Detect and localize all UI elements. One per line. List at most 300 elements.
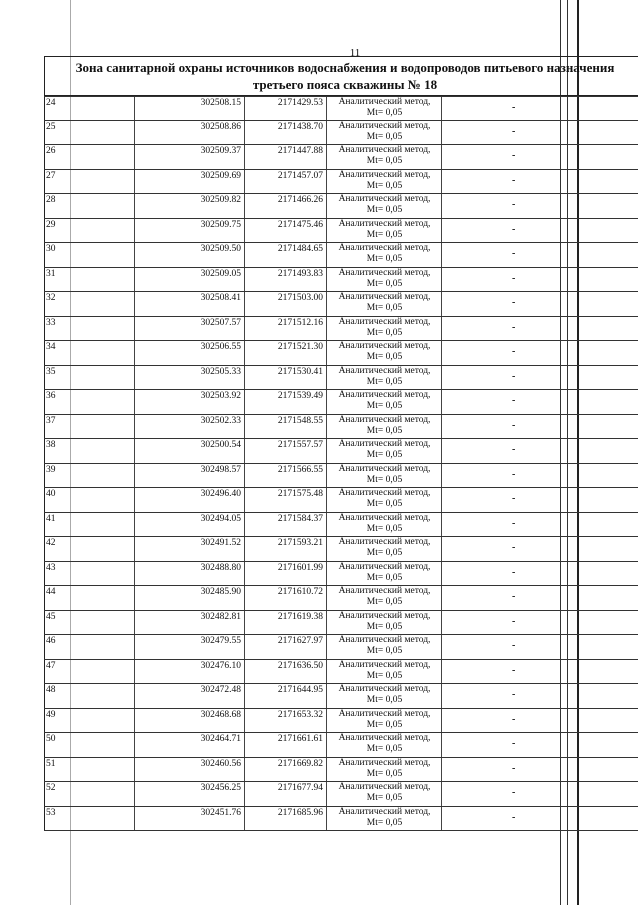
value: - xyxy=(512,199,516,210)
value-cell xyxy=(441,292,639,316)
method-cell xyxy=(326,317,442,341)
y-coordinate: 2171530.41 xyxy=(277,366,323,377)
x-coordinate: 302509.82 xyxy=(200,195,241,205)
x-coordinate-cell xyxy=(134,292,245,316)
point-number-cell xyxy=(44,317,136,341)
value: - xyxy=(512,615,516,627)
method-cell xyxy=(326,807,442,831)
x-coordinate: 302476.10 xyxy=(200,660,241,671)
x-coordinate: 302496.40 xyxy=(200,489,241,499)
method-cell xyxy=(326,243,442,267)
point-number-cell xyxy=(44,488,136,512)
point-number: 45 xyxy=(46,611,56,622)
table-row xyxy=(44,562,638,587)
table-row xyxy=(44,194,638,219)
x-coordinate-cell xyxy=(134,562,245,586)
method-cell xyxy=(326,194,442,218)
method-accuracy: Mt= 0,05 xyxy=(366,327,403,338)
method-name: Аналитический метод, xyxy=(338,782,431,792)
x-coordinate: 302488.80 xyxy=(200,562,241,573)
point-number: 38 xyxy=(46,440,56,450)
method-accuracy: Mt= 0,05 xyxy=(366,131,403,142)
point-number: 25 xyxy=(46,121,56,132)
method-cell xyxy=(326,586,442,610)
coordinates-table xyxy=(44,96,638,831)
point-number: 46 xyxy=(46,636,56,646)
method-accuracy: Mt= 0,05 xyxy=(366,523,403,534)
y-coordinate: 2171566.55 xyxy=(277,464,323,475)
y-coordinate-cell xyxy=(244,97,327,120)
table-row xyxy=(44,170,638,195)
x-coordinate-cell xyxy=(134,341,245,365)
point-number-cell xyxy=(44,586,136,610)
x-coordinate: 302509.69 xyxy=(200,170,241,181)
table-row xyxy=(44,464,638,489)
point-number: 33 xyxy=(46,317,56,328)
table-row xyxy=(44,684,638,709)
method-cell xyxy=(326,660,442,684)
method-cell xyxy=(326,390,442,414)
table-row xyxy=(44,292,638,317)
point-number: 24 xyxy=(46,98,56,108)
point-number-cell xyxy=(44,97,136,120)
value-cell xyxy=(441,660,639,684)
value-cell xyxy=(441,635,639,659)
x-coordinate: 302507.57 xyxy=(200,317,241,328)
x-coordinate: 302508.41 xyxy=(200,293,241,303)
method-accuracy: Mt= 0,05 xyxy=(366,474,403,485)
y-coordinate: 2171584.37 xyxy=(277,513,323,524)
y-coordinate: 2171653.32 xyxy=(277,709,323,720)
point-number-cell xyxy=(44,145,136,169)
point-number-cell xyxy=(44,537,136,561)
x-coordinate: 302464.71 xyxy=(200,734,241,744)
value: - xyxy=(512,640,516,651)
method-accuracy: Mt= 0,05 xyxy=(366,401,403,411)
table-row xyxy=(44,268,638,293)
method-cell xyxy=(326,415,442,439)
method-accuracy: Mt= 0,05 xyxy=(366,376,403,387)
x-coordinate: 302509.37 xyxy=(200,146,241,156)
method-accuracy: Mt= 0,05 xyxy=(366,670,403,681)
value-cell xyxy=(441,464,639,488)
table-row xyxy=(44,366,638,391)
method-name: Аналитический метод, xyxy=(338,414,431,425)
method-accuracy: Mt= 0,05 xyxy=(366,744,403,754)
x-coordinate: 302509.05 xyxy=(200,268,241,279)
y-coordinate-cell xyxy=(244,660,327,684)
y-coordinate: 2171457.07 xyxy=(277,170,323,181)
value-cell xyxy=(441,562,639,586)
table-row xyxy=(44,219,638,244)
x-coordinate: 302503.92 xyxy=(200,391,241,401)
table-row xyxy=(44,660,638,685)
value-cell xyxy=(441,611,639,635)
table-row xyxy=(44,635,638,660)
value-cell xyxy=(441,219,639,243)
x-coordinate: 302494.05 xyxy=(200,513,241,524)
point-number-cell xyxy=(44,194,136,218)
point-number: 36 xyxy=(46,391,56,401)
value: - xyxy=(512,174,516,186)
method-cell xyxy=(326,537,442,561)
value-cell xyxy=(441,366,639,390)
table-row xyxy=(44,488,638,513)
y-coordinate-cell xyxy=(244,145,327,169)
method-accuracy: Mt= 0,05 xyxy=(366,719,403,730)
method-name: Аналитический метод, xyxy=(338,97,431,107)
table-row xyxy=(44,439,638,464)
x-coordinate-cell xyxy=(134,366,245,390)
value: - xyxy=(512,542,516,553)
point-number: 52 xyxy=(46,783,56,793)
table-row xyxy=(44,96,638,121)
method-cell xyxy=(326,366,442,390)
method-accuracy: Mt= 0,05 xyxy=(366,499,403,509)
point-number: 37 xyxy=(46,415,56,426)
y-coordinate-cell xyxy=(244,562,327,586)
method-name: Аналитический метод, xyxy=(338,806,431,817)
point-number-cell xyxy=(44,782,136,806)
value: - xyxy=(512,150,516,161)
value: - xyxy=(512,689,516,700)
point-number: 48 xyxy=(46,685,56,695)
x-coordinate: 302500.54 xyxy=(200,440,241,450)
y-coordinate-cell xyxy=(244,194,327,218)
y-coordinate-cell xyxy=(244,292,327,316)
method-name: Аналитический метод, xyxy=(338,586,431,596)
x-coordinate-cell xyxy=(134,121,245,145)
y-coordinate: 2171636.50 xyxy=(277,660,323,671)
point-number-cell xyxy=(44,121,136,145)
point-number-cell xyxy=(44,635,136,659)
method-accuracy: Mt= 0,05 xyxy=(366,597,403,607)
method-cell xyxy=(326,121,442,145)
y-coordinate-cell xyxy=(244,488,327,512)
y-coordinate: 2171685.96 xyxy=(277,807,323,818)
value-cell xyxy=(441,513,639,537)
point-number: 42 xyxy=(46,538,56,548)
table-row xyxy=(44,317,638,342)
table-row xyxy=(44,537,638,562)
y-coordinate-cell xyxy=(244,807,327,831)
method-accuracy: Mt= 0,05 xyxy=(366,254,403,264)
value-cell xyxy=(441,758,639,782)
point-number: 29 xyxy=(46,219,56,230)
method-accuracy: Mt= 0,05 xyxy=(366,793,403,803)
method-cell xyxy=(326,219,442,243)
x-coordinate-cell xyxy=(134,415,245,439)
method-accuracy: Mt= 0,05 xyxy=(366,548,403,558)
y-coordinate-cell xyxy=(244,758,327,782)
method-cell xyxy=(326,758,442,782)
y-coordinate: 2171512.16 xyxy=(277,317,323,328)
value: - xyxy=(512,787,516,798)
point-number-cell xyxy=(44,660,136,684)
y-coordinate-cell xyxy=(244,219,327,243)
method-cell xyxy=(326,562,442,586)
method-cell xyxy=(326,488,442,512)
table-row xyxy=(44,390,638,415)
point-number-cell xyxy=(44,341,136,365)
y-coordinate: 2171593.21 xyxy=(277,538,323,548)
y-coordinate: 2171644.95 xyxy=(277,685,323,695)
value: - xyxy=(512,395,516,406)
y-coordinate: 2171575.48 xyxy=(277,489,323,499)
x-coordinate-cell xyxy=(134,733,245,757)
point-number: 47 xyxy=(46,660,56,671)
table-row xyxy=(44,611,638,636)
x-coordinate-cell xyxy=(134,317,245,341)
x-coordinate-cell xyxy=(134,268,245,292)
method-accuracy: Mt= 0,05 xyxy=(366,303,403,313)
value: - xyxy=(512,713,516,725)
method-name: Аналитический метод, xyxy=(338,463,431,474)
method-name: Аналитический метод, xyxy=(338,390,431,400)
method-accuracy: Mt= 0,05 xyxy=(366,108,403,118)
method-name: Аналитический метод, xyxy=(338,439,431,449)
table-row xyxy=(44,243,638,268)
point-number: 53 xyxy=(46,807,56,818)
point-number: 49 xyxy=(46,709,56,720)
method-name: Аналитический метод, xyxy=(338,757,431,768)
point-number-cell xyxy=(44,562,136,586)
x-coordinate: 302460.56 xyxy=(200,758,241,769)
table-row xyxy=(44,121,638,146)
method-cell xyxy=(326,268,442,292)
y-coordinate-cell xyxy=(244,170,327,194)
y-coordinate-cell xyxy=(244,341,327,365)
x-coordinate-cell xyxy=(134,219,245,243)
point-number: 34 xyxy=(46,342,56,352)
y-coordinate: 2171557.57 xyxy=(277,440,323,450)
method-cell xyxy=(326,611,442,635)
y-coordinate-cell xyxy=(244,586,327,610)
value: - xyxy=(512,762,516,774)
method-name: Аналитический метод, xyxy=(338,267,431,278)
method-name: Аналитический метод, xyxy=(338,218,431,229)
method-accuracy: Mt= 0,05 xyxy=(366,817,403,828)
y-coordinate: 2171493.83 xyxy=(277,268,323,279)
method-name: Аналитический метод, xyxy=(338,659,431,670)
method-name: Аналитический метод, xyxy=(338,610,431,621)
point-number: 41 xyxy=(46,513,56,524)
y-coordinate: 2171539.49 xyxy=(277,391,323,401)
value-cell xyxy=(441,709,639,733)
method-name: Аналитический метод, xyxy=(338,120,431,131)
method-accuracy: Mt= 0,05 xyxy=(366,572,403,583)
point-number: 43 xyxy=(46,562,56,573)
x-coordinate-cell xyxy=(134,709,245,733)
method-name: Аналитический метод, xyxy=(338,635,431,645)
method-cell xyxy=(326,145,442,169)
point-number: 28 xyxy=(46,195,56,205)
x-coordinate-cell xyxy=(134,513,245,537)
value-cell xyxy=(441,586,639,610)
value: - xyxy=(512,419,516,431)
method-cell xyxy=(326,635,442,659)
method-name: Аналитический метод, xyxy=(338,316,431,327)
table-row xyxy=(44,807,638,832)
y-coordinate-cell xyxy=(244,390,327,414)
y-coordinate: 2171466.26 xyxy=(277,195,323,205)
value: - xyxy=(512,444,516,455)
method-name: Аналитический метод, xyxy=(338,708,431,719)
method-cell xyxy=(326,709,442,733)
x-coordinate-cell xyxy=(134,635,245,659)
x-coordinate: 302482.81 xyxy=(200,611,241,622)
point-number: 27 xyxy=(46,170,56,181)
point-number: 30 xyxy=(46,244,56,254)
x-coordinate-cell xyxy=(134,194,245,218)
y-coordinate-cell xyxy=(244,464,327,488)
x-coordinate: 302479.55 xyxy=(200,636,241,646)
x-coordinate-cell xyxy=(134,611,245,635)
point-number: 40 xyxy=(46,489,56,499)
method-cell xyxy=(326,464,442,488)
point-number-cell xyxy=(44,366,136,390)
y-coordinate: 2171438.70 xyxy=(277,121,323,132)
x-coordinate: 302509.50 xyxy=(200,244,241,254)
point-number-cell xyxy=(44,219,136,243)
value-cell xyxy=(441,733,639,757)
point-number-cell xyxy=(44,464,136,488)
x-coordinate-cell xyxy=(134,170,245,194)
y-coordinate-cell xyxy=(244,611,327,635)
point-number: 35 xyxy=(46,366,56,377)
value: - xyxy=(512,517,516,529)
point-number: 50 xyxy=(46,734,56,744)
x-coordinate-cell xyxy=(134,439,245,463)
x-coordinate: 302502.33 xyxy=(200,415,241,426)
y-coordinate-cell xyxy=(244,439,327,463)
point-number-cell xyxy=(44,513,136,537)
method-cell xyxy=(326,170,442,194)
value-cell xyxy=(441,145,639,169)
value-cell xyxy=(441,537,639,561)
method-accuracy: Mt= 0,05 xyxy=(366,352,403,362)
method-cell xyxy=(326,782,442,806)
table-row xyxy=(44,341,638,366)
y-coordinate: 2171661.61 xyxy=(277,734,323,744)
y-coordinate-cell xyxy=(244,733,327,757)
method-accuracy: Mt= 0,05 xyxy=(366,156,403,166)
table-row xyxy=(44,758,638,783)
y-coordinate-cell xyxy=(244,635,327,659)
table-title: Зона санитарной охраны источников водоснабжения и водопроводов питьевого назначения третьего пояса скважины № 18 xyxy=(75,60,615,92)
method-accuracy: Mt= 0,05 xyxy=(366,621,403,632)
method-name: Аналитический метод, xyxy=(338,733,431,743)
y-coordinate: 2171429.53 xyxy=(277,98,323,108)
y-coordinate: 2171610.72 xyxy=(277,587,323,597)
x-coordinate: 302498.57 xyxy=(200,464,241,475)
point-number-cell xyxy=(44,243,136,267)
x-coordinate: 302456.25 xyxy=(200,783,241,793)
value-cell xyxy=(441,194,639,218)
method-name: Аналитический метод, xyxy=(338,561,431,572)
x-coordinate-cell xyxy=(134,586,245,610)
method-name: Аналитический метод, xyxy=(338,488,431,498)
page-number: 11 xyxy=(349,47,361,59)
x-coordinate: 302485.90 xyxy=(200,587,241,597)
point-number: 26 xyxy=(46,146,56,156)
x-coordinate: 302491.52 xyxy=(200,538,241,548)
method-accuracy: Mt= 0,05 xyxy=(366,278,403,289)
method-name: Аналитический метод, xyxy=(338,169,431,180)
value-cell xyxy=(441,243,639,267)
method-accuracy: Mt= 0,05 xyxy=(366,205,403,215)
x-coordinate-cell xyxy=(134,145,245,169)
method-accuracy: Mt= 0,05 xyxy=(366,450,403,460)
x-coordinate: 302509.75 xyxy=(200,219,241,230)
table-row xyxy=(44,782,638,807)
method-cell xyxy=(326,292,442,316)
value: - xyxy=(512,370,516,382)
y-coordinate: 2171601.99 xyxy=(277,562,323,573)
value: - xyxy=(512,493,516,504)
y-coordinate-cell xyxy=(244,268,327,292)
point-number: 31 xyxy=(46,268,56,279)
x-coordinate-cell xyxy=(134,464,245,488)
method-cell xyxy=(326,733,442,757)
x-coordinate-cell xyxy=(134,390,245,414)
y-coordinate-cell xyxy=(244,366,327,390)
y-coordinate: 2171677.94 xyxy=(277,783,323,793)
x-coordinate-cell xyxy=(134,758,245,782)
point-number-cell xyxy=(44,733,136,757)
value-cell xyxy=(441,807,639,831)
point-number: 32 xyxy=(46,293,56,303)
value: - xyxy=(512,738,516,749)
table-row xyxy=(44,586,638,611)
y-coordinate: 2171627.97 xyxy=(277,636,323,646)
x-coordinate-cell xyxy=(134,782,245,806)
y-coordinate-cell xyxy=(244,121,327,145)
value: - xyxy=(512,566,516,578)
value-cell xyxy=(441,121,639,145)
method-name: Аналитический метод, xyxy=(338,292,431,302)
method-cell xyxy=(326,341,442,365)
point-number-cell xyxy=(44,807,136,831)
method-accuracy: Mt= 0,05 xyxy=(366,425,403,436)
y-coordinate-cell xyxy=(244,415,327,439)
value-cell xyxy=(441,782,639,806)
y-coordinate: 2171669.82 xyxy=(277,758,323,769)
x-coordinate: 302508.86 xyxy=(200,121,241,132)
method-cell xyxy=(326,439,442,463)
x-coordinate: 302506.55 xyxy=(200,342,241,352)
value-cell xyxy=(441,268,639,292)
value-cell xyxy=(441,488,639,512)
y-coordinate-cell xyxy=(244,537,327,561)
x-coordinate-cell xyxy=(134,684,245,708)
x-coordinate: 302505.33 xyxy=(200,366,241,377)
value-cell xyxy=(441,390,639,414)
method-name: Аналитический метод, xyxy=(338,684,431,694)
value: - xyxy=(512,321,516,333)
table-row xyxy=(44,145,638,170)
x-coordinate-cell xyxy=(134,97,245,120)
point-number: 44 xyxy=(46,587,56,597)
y-coordinate-cell xyxy=(244,317,327,341)
x-coordinate: 302472.48 xyxy=(200,685,241,695)
y-coordinate: 2171521.30 xyxy=(277,342,323,352)
table-row xyxy=(44,709,638,734)
value: - xyxy=(512,272,516,284)
point-number-cell xyxy=(44,268,136,292)
method-cell xyxy=(326,513,442,537)
method-name: Аналитический метод, xyxy=(338,341,431,351)
